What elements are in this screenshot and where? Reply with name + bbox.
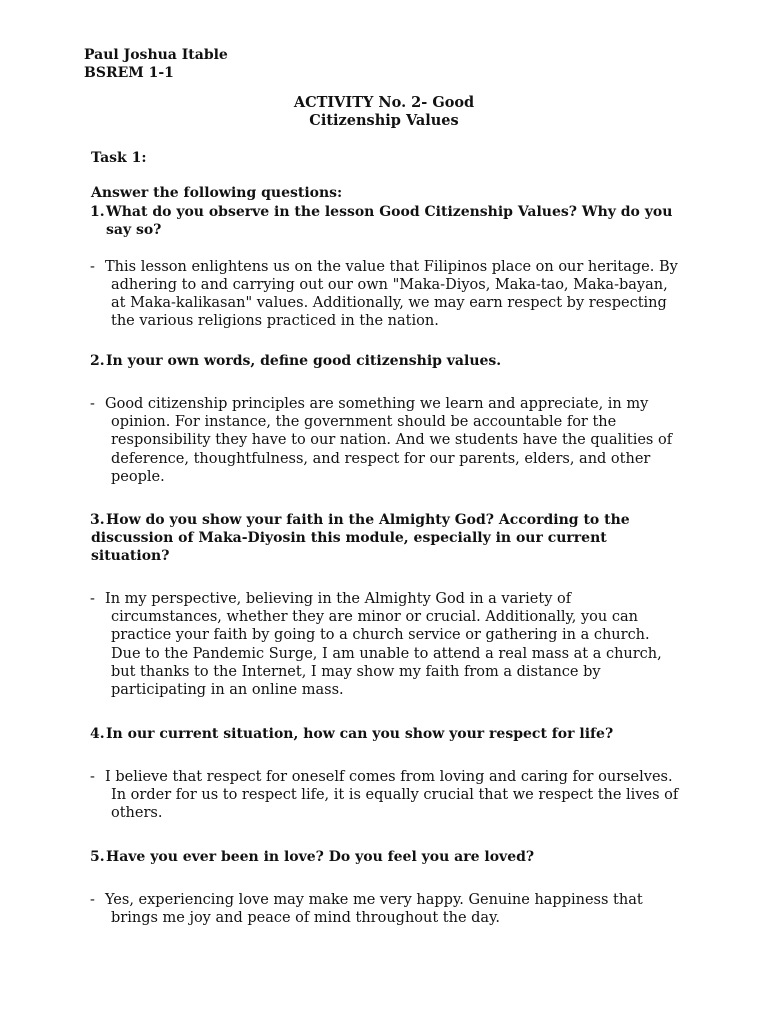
answer-line: responsibility they have to our nation. And we students have the qualities of [111,432,673,448]
question-line: What do you observe in the lesson Good Citizenship Values? Why do you [106,204,673,220]
question-line: situation? [91,548,170,564]
question-line: say so? [106,222,162,238]
bullet-dash: - [90,769,95,785]
answer-line: This lesson enlightens us on the value that Filipinos place on our heritage. By [105,259,678,275]
bullet-dash: - [90,591,95,607]
activity-subtitle: Citizenship Values [309,112,459,129]
question-line: In our current situation, how can you show your respect for life? [106,726,614,742]
question-number: 1. [90,204,105,220]
bullet-dash: - [90,892,95,908]
answer-line: others. [111,805,163,821]
bullet-dash: - [90,259,95,275]
question-line: Have you ever been in love? Do you feel you are loved? [106,849,535,865]
question-line: In your own words, define good citizenship values. [106,353,502,369]
instruction: Answer the following questions: [91,185,343,201]
question-number: 4. [90,726,105,742]
answer-line: at Maka-kalikasan" values. Additionally, we may earn respect by respecting [111,295,667,311]
answer-line: In order for us to respect life, it is equally crucial that we respect the lives of [111,787,679,803]
student-name: Paul Joshua Itable [84,47,228,63]
student-section: BSREM 1-1 [84,65,174,81]
answer-line: deference, thoughtfulness, and respect for our parents, elders, and other [111,451,651,467]
answer-line: opinion. For instance, the government should be accountable for the [111,414,617,430]
bullet-dash: - [90,396,95,412]
answer-line: brings me joy and peace of mind throughout the day. [111,910,500,926]
question-number: 2. [90,353,105,369]
question-line: discussion of Maka-Diyosin this module, especially in our current [91,530,607,546]
answer-line: In my perspective, believing in the Almighty God in a variety of [105,591,572,607]
question-number: 3. [90,512,105,528]
answer-line: I believe that respect for oneself comes from loving and caring for ourselves. [105,769,673,785]
activity-title: ACTIVITY No. 2- Good [293,94,475,111]
task-label: Task 1: [91,150,147,166]
question-number: 5. [90,849,105,865]
answer-line: the various religions practiced in the nation. [111,313,439,329]
answer-line: participating in an online mass. [111,682,344,698]
question-line: How do you show your faith in the Almighty God? According to the [106,512,630,528]
answer-line: but thanks to the Internet, I may show my faith from a distance by [111,664,601,680]
answer-line: circumstances, whether they are minor or crucial. Additionally, you can [111,609,638,625]
answer-line: Due to the Pandemic Surge, I am unable to attend a real mass at a church, [111,646,662,662]
answer-line: Good citizenship principles are something we learn and appreciate, in my [105,396,649,412]
answer-line: practice your faith by going to a church service or gathering in a church. [111,627,650,643]
answer-line: Yes, experiencing love may make me very happy. Genuine happiness that [105,892,643,908]
answer-line: adhering to and carrying out our own "Maka-Diyos, Maka-tao, Maka-bayan, [111,277,668,293]
answer-line: people. [111,469,165,485]
